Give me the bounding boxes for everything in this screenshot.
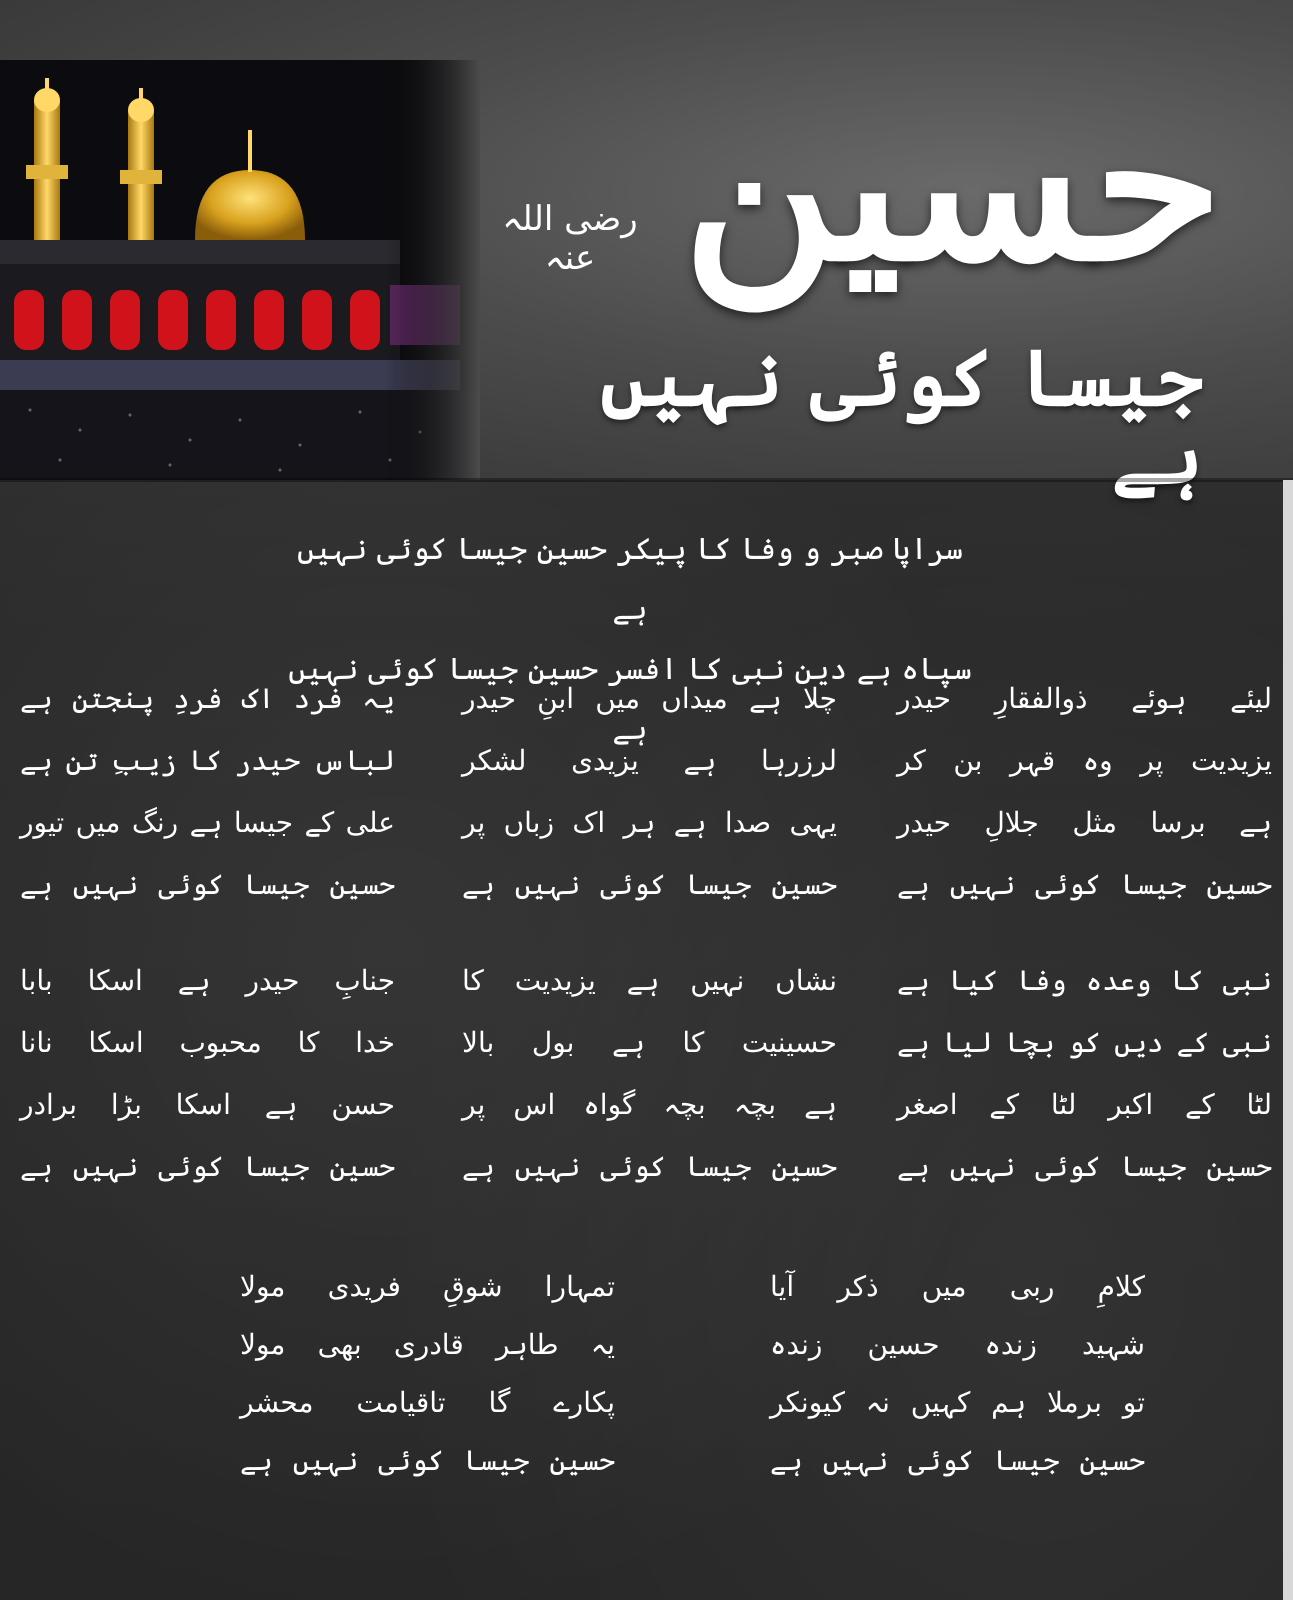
- verse-line: حسین جیسا کوئی نہیں ہے: [240, 1444, 615, 1477]
- verse-line: نشاں نہیں ہے یزیدیت کا: [462, 964, 837, 997]
- verse-line: حسین جیسا کوئی نہیں ہے: [462, 868, 837, 901]
- verse-line: حسین جیسا کوئی نہیں ہے: [770, 1444, 1145, 1477]
- verse-line: لباس حیدر کا زیبِ تن ہے: [20, 744, 395, 777]
- verse-line: ہے بچہ بچہ گواہ اس پر: [462, 1088, 837, 1121]
- stanza-7: [770, 1258, 1145, 1490]
- verse-line: حسین جیسا کوئی نہیں ہے: [897, 1150, 1272, 1183]
- verse-line: کلامِ ربی میں ذکر آیا: [770, 1270, 1145, 1303]
- verse-line: حسین جیسا کوئی نہیں ہے: [462, 1150, 837, 1183]
- verse-line: لرزرہا ہے یزیدی لشکر: [462, 744, 837, 777]
- header-divider: [0, 478, 1293, 482]
- verse-line: نبی کا وعدہ وفا کیا ہے: [897, 964, 1272, 997]
- stanza-4: [897, 950, 1272, 1198]
- title-main: حسین: [682, 61, 1223, 308]
- verse-line: یہ طاہر قادری بھی مولا: [240, 1328, 615, 1361]
- verse-line: یہی صدا ہے ہر اک زباں پر: [462, 806, 837, 839]
- verse-line: نبی کے دیں کو بچا لیا ہے: [897, 1026, 1272, 1059]
- verse-line: لٹا کے اکبر لٹا کے اصغر: [897, 1088, 1272, 1121]
- right-edge-strip: [1283, 480, 1293, 1600]
- verse-line: حسین جیسا کوئی نہیں ہے: [20, 1150, 395, 1183]
- verse-line: چلا ہے میداں میں ابنِ حیدر: [462, 682, 837, 715]
- verse-line: لیئے ہوئے ذوالفقارِ حیدر: [897, 682, 1272, 715]
- stanza-8: [240, 1258, 615, 1490]
- verse-line: خدا کا محبوب اسکا نانا: [20, 1026, 395, 1059]
- intro-line: سراپا صبر و وفا کا پیکر حسین جیسا کوئی نہیں ہے: [297, 532, 963, 627]
- title-subtitle: جیسا کوئی نہیں ہے: [600, 333, 1203, 502]
- verse-line: حسن ہے اسکا بڑا برادر: [20, 1088, 395, 1121]
- honorific-text: رضی اللہ عنہ: [502, 199, 638, 279]
- verse-line: یزیدیت پر وہ قہر بن کر: [897, 744, 1272, 777]
- verse-line: تمہارا شوقِ فریدی مولا: [240, 1270, 615, 1303]
- stanza-3: [20, 668, 395, 916]
- stanza-1: [897, 668, 1272, 916]
- header-banner: [0, 0, 1293, 502]
- verse-line: پکارے گا تاقیامت محشر: [240, 1386, 615, 1419]
- stanza-6: [20, 950, 395, 1198]
- verse-line: شہید زندہ حسین زندہ: [770, 1328, 1145, 1361]
- verse-line: حسینیت کا ہے بول بالا: [462, 1026, 837, 1059]
- stanza-5: [462, 950, 837, 1198]
- verse-line: یہ فرد اک فردِ پنجتن ہے: [20, 682, 395, 715]
- stanza-2: [462, 668, 837, 916]
- verse-line: ہے برسا مثل جلالِ حیدر: [897, 806, 1272, 839]
- verse-line: جنابِ حیدر ہے اسکا بابا: [20, 964, 395, 997]
- verse-line: حسین جیسا کوئی نہیں ہے: [20, 868, 395, 901]
- shrine-illustration: [0, 60, 480, 480]
- verse-line: حسین جیسا کوئی نہیں ہے: [897, 868, 1272, 901]
- intro-line: سپاہ ہے دین نبی کا افسر حسین جیسا کوئی نہیں ہے: [288, 652, 972, 747]
- verse-line: علی کے جیسا ہے رنگ میں تیور: [20, 806, 395, 839]
- verse-line: تو برملا ہم کہیں نہ کیونکر: [770, 1386, 1145, 1419]
